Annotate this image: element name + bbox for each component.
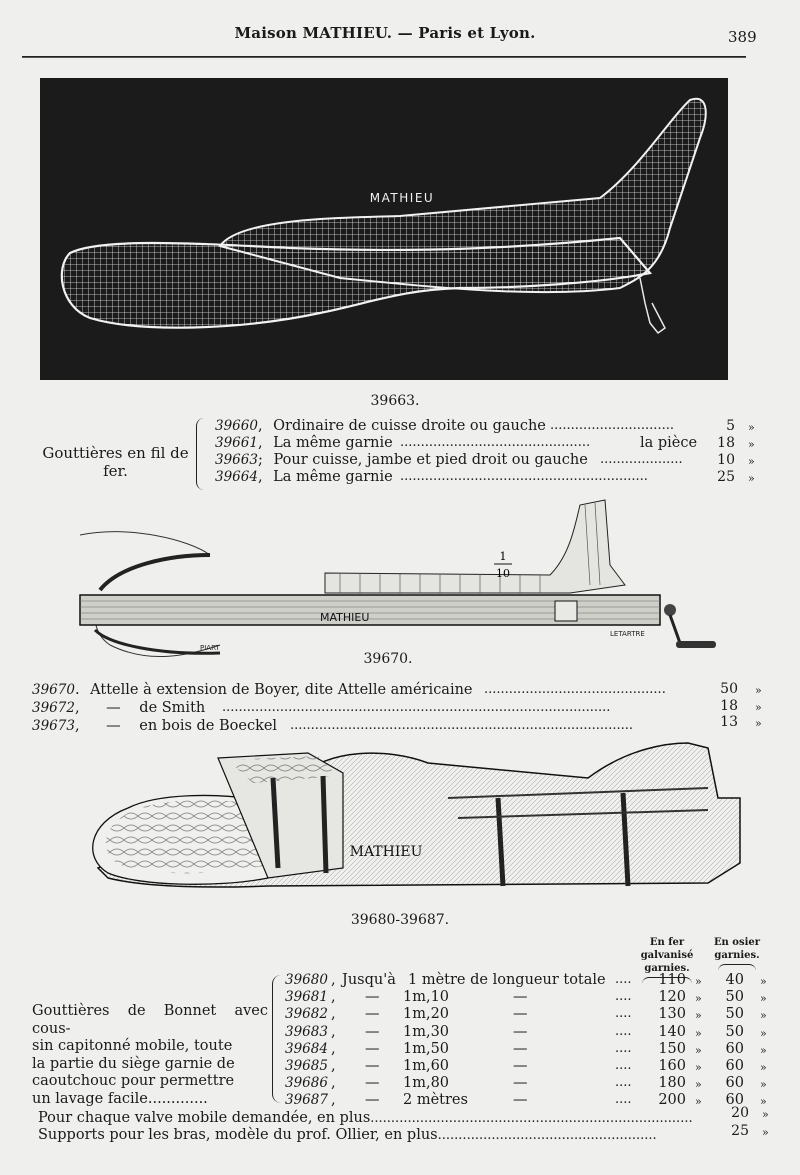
table-row [285, 1024, 775, 1041]
price-quote-mark: » [760, 975, 767, 988]
section-label: Gouttières de Bonnet avec cous- sin capitonné mobile, toute la partie du siège garnie de caoutchouc pour permettre un lavage facile............. [32, 1003, 268, 1107]
price-quote-mark: » [760, 1078, 767, 1092]
price-quote-mark: » [695, 1095, 702, 1109]
price-galvanized: 160 [658, 1058, 686, 1074]
list-item: 39672, — de Smith [32, 700, 206, 716]
price-galvanized: 130 [658, 1006, 686, 1023]
price-quote-mark: » [695, 1061, 702, 1074]
item-dash: — [513, 1092, 528, 1109]
leader-dots: ................................................................................... [290, 718, 633, 733]
leader-dots: .... [615, 1075, 632, 1091]
section-label: Gouttières en fil de fer. [42, 444, 189, 480]
item-sep: , [331, 1040, 336, 1057]
list-item: 39660, Ordinaire de cuisse droite ou gauche [215, 418, 546, 434]
figure-bonnet-splint [68, 738, 744, 900]
item-sep: , [331, 1092, 336, 1109]
item-size: 1 mètre de longueur totale [408, 972, 606, 988]
item-dash: — [513, 1006, 528, 1023]
item-price: 18 [720, 698, 738, 714]
price-quote-mark: » [760, 1026, 767, 1040]
list-item: 39663; Pour cuisse, jambe et pied droit ou gauche [215, 452, 588, 468]
item-number: 39686 [285, 1075, 328, 1092]
item-sep: , [331, 1058, 336, 1074]
leader-dots: ............................................ [484, 682, 666, 697]
figure-boyer-splint [70, 495, 720, 660]
table-row [285, 1075, 775, 1092]
page-header-title: Maison MATHIEU. — Paris et Lyon. [234, 24, 536, 42]
price-osier: 50 [725, 1023, 744, 1040]
item-sep: , [331, 972, 336, 988]
price-galvanized: 140 [658, 1023, 686, 1040]
item-dash: — [513, 1075, 528, 1092]
price-quote-mark: » [762, 1126, 769, 1139]
price-quote-mark: » [748, 438, 755, 451]
price-quote-mark: » [755, 717, 762, 730]
item-dash: — [513, 1040, 528, 1057]
item-prefix: — [365, 1006, 380, 1023]
table-row [285, 1058, 775, 1075]
price-quote-mark: » [695, 992, 702, 1006]
leader-dots: .... [615, 1092, 632, 1108]
leader-dots: .................... [600, 452, 683, 467]
page-number: 389 [728, 28, 757, 46]
table-row [285, 1041, 775, 1058]
item-prefix: — [365, 1075, 380, 1092]
list-item: 39664, La même garnie [215, 469, 393, 485]
price-galvanized: 110 [658, 972, 686, 988]
price-osier: 60 [725, 1040, 744, 1057]
list-item: 39670. Attelle à extension de Boyer, dite Attelle américaine [32, 682, 473, 698]
engraver-signature-left: PIART [200, 644, 220, 652]
column-header-swash [718, 964, 756, 971]
item-sep: , [331, 1023, 336, 1040]
leader-dots: .... [615, 1006, 632, 1022]
price-quote-mark: » [760, 1043, 767, 1057]
item-dash: — [513, 989, 528, 1006]
item-price: 20 [731, 1105, 749, 1121]
column-header-osier: En osier garnies. [712, 936, 762, 971]
item-size: 1m,50 [403, 1040, 450, 1057]
price-galvanized: 150 [658, 1040, 686, 1057]
price-quote-mark: » [760, 1009, 767, 1023]
item-number: 39681 [285, 989, 328, 1006]
item-price: 25 [731, 1123, 749, 1139]
table-row [285, 1006, 775, 1023]
table-row [285, 972, 775, 989]
item-size: 1m,80 [403, 1075, 450, 1092]
leader-dots: .... [615, 1040, 632, 1056]
item-dash: — [513, 1023, 528, 1040]
price-quote-mark: » [748, 472, 755, 485]
item-number: 39680 [285, 972, 328, 988]
item-prefix: — [365, 1058, 380, 1074]
list-item: Pour chaque valve mobile demandée, en plus.............................................................................. [38, 1110, 693, 1126]
item-sep: , [331, 989, 336, 1006]
item-prefix: — [365, 1092, 380, 1109]
leader-dots: .... [615, 1023, 632, 1039]
table-row [285, 989, 775, 1006]
item-sep: , [331, 1075, 336, 1092]
figure-caption: 39670. [363, 651, 413, 667]
figure-brand-label: MATHIEU [349, 844, 423, 860]
price-osier: 50 [725, 1006, 744, 1023]
item-prefix: Jusqu'à [342, 972, 396, 988]
item-prefix: — [365, 1023, 380, 1040]
item-number: 39684 [285, 1040, 328, 1057]
item-size: 1m,60 [403, 1058, 450, 1074]
price-quote-mark: » [695, 975, 702, 988]
item-number: 39687 [285, 1092, 328, 1109]
price-quote-mark: » [755, 684, 762, 697]
leader-dots: .............................................................................................. [222, 700, 611, 715]
price-galvanized: 200 [658, 1092, 686, 1109]
price-quote-mark: » [695, 1043, 702, 1057]
leader-dots: .............................. [550, 418, 674, 433]
item-price: 13 [720, 714, 738, 730]
leader-dots: .... [615, 1058, 632, 1073]
price-quote-mark: » [762, 1108, 769, 1121]
item-number: 39682 [285, 1006, 328, 1023]
item-size: 1m,20 [403, 1006, 450, 1023]
item-price: 50 [720, 681, 738, 697]
figure-caption: 39680-39687. [350, 912, 450, 928]
scale-denominator: 10 [496, 567, 510, 580]
price-quote-mark: » [695, 1026, 702, 1040]
item-prefix: — [365, 989, 380, 1006]
price-galvanized: 120 [658, 989, 686, 1006]
leader-dots: .............................................. [400, 435, 591, 450]
price-quote-mark: » [760, 1061, 767, 1074]
price-osier: 60 [725, 1058, 744, 1074]
column-header-galvanized: En fer galvanisé garnies. [628, 936, 706, 984]
leader-dots: ............................................................ [400, 469, 648, 484]
item-price: 10 [717, 452, 735, 468]
table-row [285, 1092, 775, 1109]
engraver-signature-right: LETARTRE [610, 630, 645, 638]
leader-dots: .... [615, 972, 632, 987]
item-size: 2 mètres [403, 1092, 468, 1109]
price-quote-mark: » [748, 421, 755, 434]
item-price: 18 [717, 435, 735, 451]
item-size: 1m,10 [403, 989, 450, 1006]
list-item: 39661, La même garnie [215, 435, 393, 451]
figure-brand-label: MATHIEU [320, 611, 370, 624]
figure-brand-label: MATHIEU [369, 191, 435, 205]
price-quote-mark: » [695, 1078, 702, 1092]
price-quote-mark: » [760, 992, 767, 1006]
item-size: 1m,30 [403, 1023, 450, 1040]
leader-dots: .... [615, 989, 632, 1005]
price-osier: 50 [725, 989, 744, 1006]
item-sep: , [331, 1006, 336, 1023]
list-item: Supports pour les bras, modèle du prof. Ollier, en plus..................................................... [38, 1127, 657, 1143]
figure-caption: 39663. [370, 393, 420, 409]
price-quote-mark: » [760, 1095, 767, 1109]
item-price: 5 [726, 418, 735, 434]
price-osier: 60 [725, 1075, 744, 1092]
price-osier: 40 [725, 972, 744, 988]
item-price: 25 [717, 469, 735, 485]
price-osier: 60 [725, 1092, 744, 1109]
section-brace [196, 418, 207, 490]
price-quote-mark: » [748, 455, 755, 468]
figure-wire-splint [40, 78, 728, 380]
item-prefix: — [365, 1040, 380, 1057]
price-quote-mark: » [695, 1009, 702, 1023]
scale-numerator: 1 [499, 550, 507, 563]
list-item: 39673, — en bois de Boeckel [32, 718, 278, 734]
item-dash: — [513, 1058, 528, 1074]
item-number: 39685 [285, 1058, 328, 1074]
price-galvanized: 180 [658, 1075, 686, 1092]
item-unit: la pièce [640, 435, 698, 451]
item-number: 39683 [285, 1023, 328, 1040]
header-rule [22, 56, 746, 58]
section-brace [272, 975, 281, 1103]
price-quote-mark: » [755, 701, 762, 714]
